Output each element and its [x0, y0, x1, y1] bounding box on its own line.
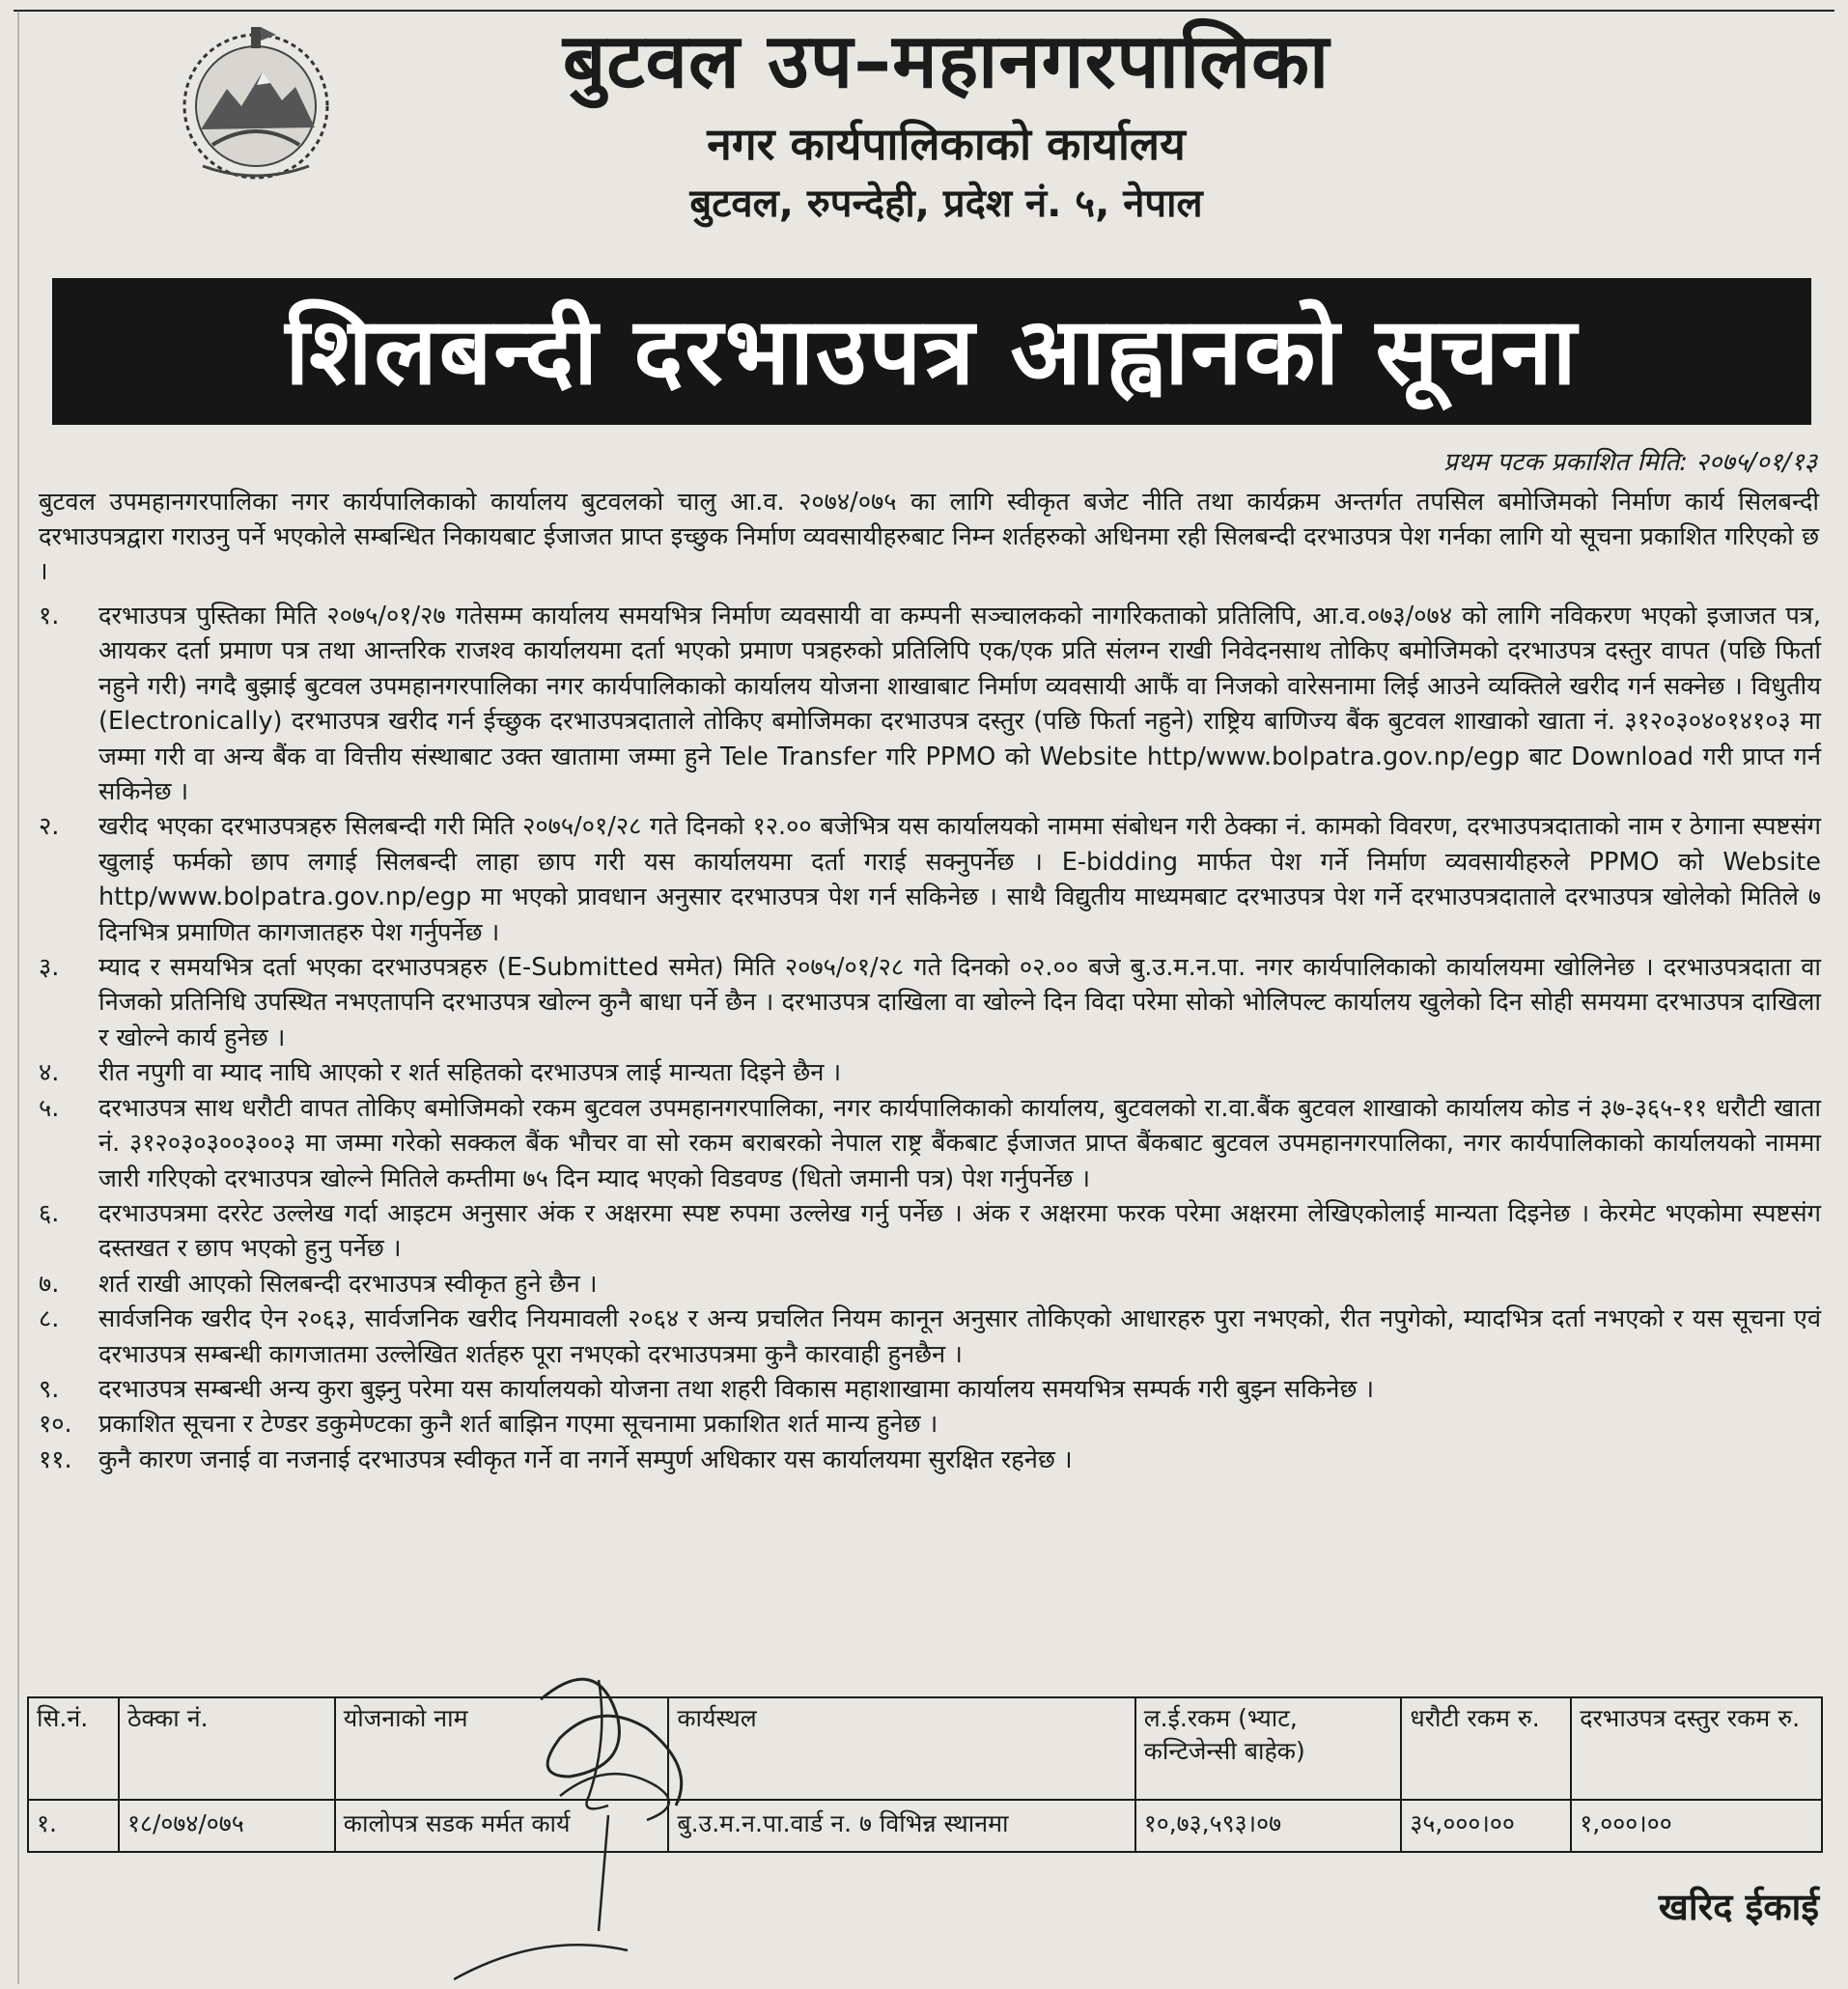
condition-text: शर्त राखी आएको सिलबन्दी दरभाउपत्र स्वीकृत हुने छैन । — [98, 1269, 598, 1299]
table-header-cell: ठेक्का नं. — [119, 1697, 335, 1800]
condition-item — [39, 599, 1821, 809]
table-header-cell: दरभाउपत्र दस्तुर रकम रु. — [1571, 1697, 1822, 1800]
table-cell: १. — [28, 1800, 119, 1852]
table-header-cell: योजनाको नाम — [335, 1697, 669, 1800]
condition-text: दरभाउपत्र सम्बन्धी अन्य कुरा बुझ्नु परेमा यस कार्यालयको योजना तथा शहरी विकास महाशाखामा कार्यालय समयभित्र सम्पर्क गरी बुझ्न सकिनेछ । — [98, 1374, 1375, 1404]
condition-text: दरभाउपत्र साथ धरौटी वापत तोकिए बमोजिमको रकम बुटवल उपमहानगरपालिका, नगर कार्यपालिकाको कार्यालय, बुटवलको रा.वा.बैंक बुटवल शाखाको कार्यालय कोड नं ३७-३६५-११ धरौटी खाता नं. ३१२०३०३००३००३ मा जम्मा गरेको सक्कल बैंक भौचर वा सो रकम बराबरको नेपाल राष्ट्र बैंकबाट ईजाजत प्राप्त बैंकबाट बुटवल उपमहानगरपालिका, नगर कार्यपालिकाको कार्यालयको नाममा जारी गरिएको दरभाउपत्र खोल्ने मितिले कम्तीमा ७५ दिन म्याद भएको विडवण्ड (धितो जमानी पत्र) पेश गर्नुपर्नेछ । — [98, 1093, 1821, 1193]
condition-item — [39, 950, 1821, 1055]
top-border — [14, 10, 1834, 12]
condition-item — [39, 1091, 1821, 1196]
condition-number: ८. — [39, 1304, 60, 1334]
condition-number: ११. — [39, 1444, 72, 1474]
table-body — [28, 1800, 1822, 1852]
table-cell: १०,७३,५९३।०७ — [1135, 1800, 1402, 1852]
tender-table — [27, 1696, 1823, 1853]
condition-number: ३. — [39, 953, 60, 983]
condition-item — [39, 1443, 1821, 1477]
condition-text: खरीद भएका दरभाउपत्रहरु सिलबन्दी गरी मिति २०७५/०१/२८ गते दिनको १२.०० बजेभित्र यस कार्यालयको नाममा संबोधन गरी ठेक्का नं. कामको विवरण, दरभाउपत्रदाताको नाम र ठेगाना स्पष्टसंग खुलाई फर्मको छाप लगाई सिलबन्दी लाहा छाप गरी यस कार्यालयमा दर्ता गराई सक्नुपर्नेछ । E-bidding मार्फत पेश गर्ने निर्माण व्यवसायीहरुले PPMO को Website http/www.bolpatra.gov.np/egp मा भएको प्रावधान अनुसार दरभाउपत्र पेश गर्न सकिनेछ । साथै विद्युतीय माध्यमबाट दरभाउपत्र पेश गर्ने दरभाउपत्रदाताले दरभाउपत्र खोलेको मितिले ७ दिनभित्र प्रमाणित कागजातहरु पेश गर्नुपर्नेछ । — [98, 812, 1821, 947]
condition-text: म्याद र समयभित्र दर्ता भएका दरभाउपत्रहरु (E-Submitted समेत) मिति २०७५/०१/२८ गते दिनको ०२.०० बजे बु.उ.म.न.पा. नगर कार्यपालिकाको कार्यालयमा खोलिनेछ । दरभाउपत्रदाता वा निजको प्रतिनिधि उपस्थित नभएतापनि दरभाउपत्र खोल्न कुनै बाधा पर्ने छैन । दरभाउपत्र दाखिला वा खोल्ने दिन विदा परेमा सोको भोलिपल्ट कार्यालय खुलेको दिन सोही समयमा दरभाउपत्र दाखिला र खोल्ने कार्य हुनेछ । — [98, 953, 1821, 1052]
office-header — [367, 14, 1526, 232]
table-cell: ३५,०००।०० — [1401, 1800, 1571, 1852]
table-header-cell: कार्यस्थल — [668, 1697, 1134, 1800]
table-cell: कालोपत्र सडक मर्मत कार्य — [335, 1800, 669, 1852]
condition-text: रीत नपुगी वा म्याद नाघि आएको र शर्त सहितको दरभाउपत्र लाई मान्यता दिइने छैन । — [98, 1058, 842, 1088]
table-header-cell: सि.नं. — [28, 1697, 119, 1800]
condition-text: कुनै कारण जनाई वा नजनाई दरभाउपत्र स्वीकृत गर्ने वा नगर्ने सम्पुर्ण अधिकार यस कार्यालयमा सुरक्षित रहनेछ । — [98, 1444, 1073, 1474]
condition-text: दरभाउपत्र पुस्तिका मिति २०७५/०१/२७ गतेसम्म कार्यालय समयभित्र निर्माण व्यवसायी वा कम्पनी सञ्चालकको नागरिकताको प्रतिलिपि, आ.व.०७३/०७४ को लागि नविकरण भएको इजाजत पत्र, आयकर दर्ता प्रमाण पत्र तथा आन्तरिक राजश्व कार्यालयमा दर्ता भएको प्रमाण पत्रहरुको प्रतिलिपि एक/एक प्रति संलग्न राखी निवेदनसाथ तोकिए बमोजिमको दरभाउपत्र दस्तुर वापत (पछि फिर्ता नहुने गरी) नगदै बुझाई बुटवल उपमहानगरपालिका नगर कार्यपालिकाको कार्यालय योजना शाखाबाट निर्माण व्यवसायी आफैं वा निजको वारेसनामा लिई आउने व्यक्तिले खरीद गर्न सक्नेछ । विधुतीय (Electronically) दरभाउपत्र खरीद गर्न ईच्छुक दरभाउपत्रदाताले तोकिए बमोजिमका दरभाउपत्र दस्तुर (पछि फिर्ता नहुने) राष्ट्रिय बाणिज्य बैंक बुटवल शाखाको खाता नं. ३१२०३०४०१४१०३ मा जम्मा गरी वा अन्य बैंक वा वित्तीय संस्थाबाट उक्त खातामा जम्मा हुने Tele Transfer गरि PPMO को Website http/www.bolpatra.gov.np/egp बाट Download गरी प्राप्त गर्न सकिनेछ । — [98, 602, 1821, 807]
table-row — [28, 1800, 1822, 1852]
condition-item — [39, 1267, 1821, 1302]
table-header-cell: धरौटी रकम रु. — [1401, 1697, 1571, 1800]
notice-banner: शिलबन्दी दरभाउपत्र आह्वानको सूचना — [52, 278, 1811, 425]
condition-text: प्रकाशित सूचना र टेण्डर डकुमेण्टका कुनै शर्त बाझिन गएमा सूचनामा प्रकाशित शर्त मान्य हुनेछ । — [98, 1410, 938, 1440]
table-cell: बु.उ.म.न.पा.वार्ड न. ७ विभिन्न स्थानमा — [668, 1800, 1134, 1852]
condition-item — [39, 1302, 1821, 1372]
table-header-row — [28, 1697, 1822, 1800]
condition-text: दरभाउपत्रमा दररेट उल्लेख गर्दा आइटम अनुसार अंक र अक्षरमा स्पष्ट रुपमा उल्लेख गर्नु पर्नेछ । अंक र अक्षरमा फरक परेमा अक्षरमा लेखिएकोलाई मान्यता दिइनेछ । केरमेट भएकोमा स्पष्टसंग दस्तखत र छाप भएको हुनु पर्नेछ । — [98, 1198, 1821, 1264]
municipality-title: बुटवल उप–महानगरपालिका — [562, 18, 1330, 105]
condition-number: १०. — [39, 1410, 72, 1440]
left-border — [17, 10, 19, 1984]
office-address: बुटवल, रुपन्देही, प्रदेश नं. ५, नेपाल — [689, 182, 1203, 226]
condition-number: ६. — [39, 1198, 60, 1228]
condition-item — [39, 1407, 1821, 1442]
table-cell: १८/०७४/०७५ — [119, 1800, 335, 1852]
condition-number: २. — [39, 812, 60, 842]
condition-number: ५. — [39, 1093, 60, 1123]
nepal-emblem-icon — [174, 21, 338, 185]
condition-number: ७. — [39, 1269, 60, 1299]
condition-item — [39, 1196, 1821, 1267]
condition-item — [39, 809, 1821, 950]
condition-number: ९. — [39, 1374, 60, 1404]
table-cell: १,०००।०० — [1571, 1800, 1822, 1852]
condition-item — [39, 1055, 1821, 1090]
condition-item — [39, 1372, 1821, 1407]
procurement-unit-label: खरिद ईकाई — [1658, 1886, 1819, 1928]
condition-number: १. — [39, 602, 60, 630]
condition-number: ४. — [39, 1058, 60, 1088]
condition-text: सार्वजनिक खरीद ऐन २०६३, सार्वजनिक खरीद नियमावली २०६४ र अन्य प्रचलित नियम कानून अनुसार तोकिएको आधारहरु पुरा नभएको, रीत नपुगेको, म्यादभित्र दर्ता नभएको र यस सूचना एवं दरभाउपत्र सम्बन्धी कागजातमा उल्लेखित शर्तहरु पूरा नभएको दरभाउपत्रमा कुनै कारवाही हुनछैन । — [98, 1304, 1821, 1369]
conditions-list — [39, 599, 1821, 1477]
office-subtitle: नगर कार्यपालिकाको कार्यालय — [707, 118, 1186, 170]
signature-scribble — [454, 1661, 801, 1989]
table-header-cell: ल.ई.रकम (भ्याट, कन्टिजेन्सी बाहेक) — [1135, 1697, 1402, 1800]
intro-paragraph: बुटवल उपमहानगरपालिका नगर कार्यपालिकाको कार्यालय बुटवलको चालु आ.व. २०७४/०७५ का लागि स्वीकृत बजेट नीति तथा कार्यक्रम अन्तर्गत तपसिल बमोजिमको निर्माण कार्य सिलबन्दी दरभाउपत्रद्वारा गराउनु पर्ने भएकोले सम्बन्धित निकायबाट ईजाजत प्राप्त इच्छुक निर्माण व्यवसायीहरुबाट निम्न शर्तहरुको अधिनमा रही सिलबन्दी दरभाउपत्र पेश गर्नका लागि यो सूचना प्रकाशित गरिएको छ । — [39, 488, 1819, 586]
publication-date: प्रथम पटक प्रकाशित मिति: २०७५/०१/१३ — [1443, 448, 1817, 477]
